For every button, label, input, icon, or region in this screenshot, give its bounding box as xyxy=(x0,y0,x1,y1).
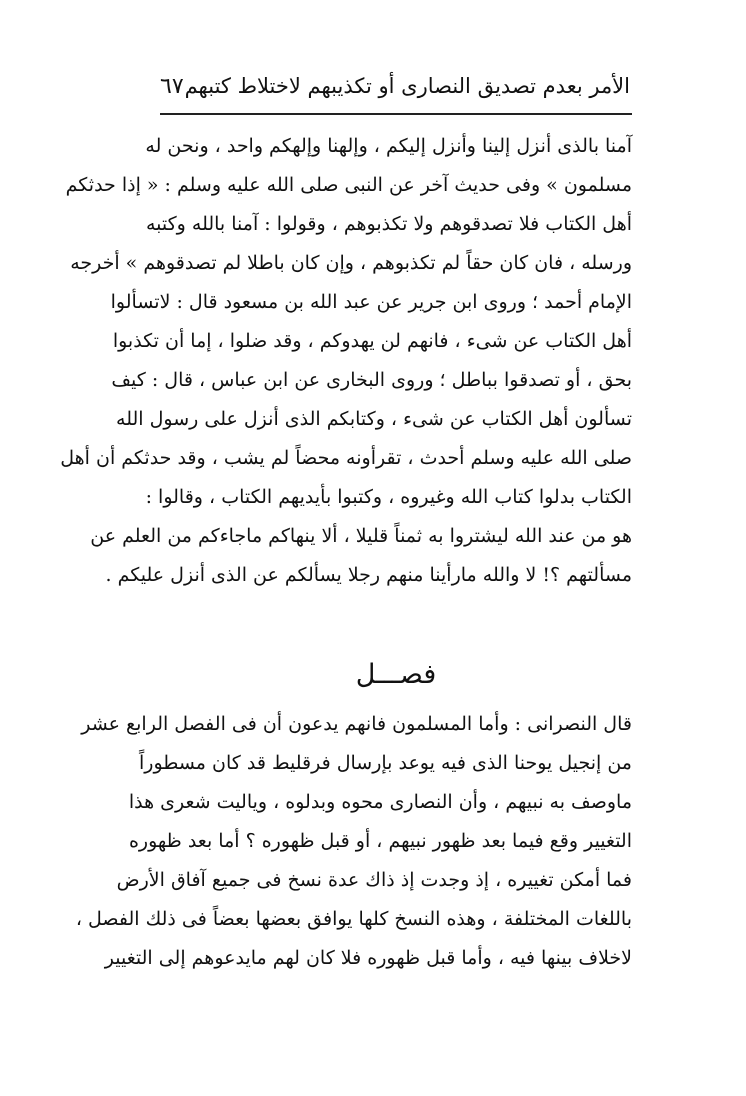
text-line: قال النصرانى : وأما المسلمون فانهم يدعون أن فى الفصل الرابع عشر xyxy=(81,713,632,735)
text-line: تسألون أهل الكتاب عن شىء ، وكتابكم الذى أنزل على رسول الله xyxy=(116,408,632,430)
text-line: التغيير وقع فيما بعد ظهور نبيهم ، أو قبل ظهوره ؟ أما بعد ظهوره xyxy=(128,830,632,852)
text-line: فما أمكن تغييره ، إذ وجدت إذ ذاك عدة نسخ فى جميع آفاق الأرض xyxy=(116,869,632,891)
text-line: آمنا بالذى أنزل إلينا وأنزل إليكم ، وإلهنا وإلهكم واحد ، ونحن له xyxy=(145,135,632,157)
text-line: ورسله ، فان كان حقاً لم تكذبوهم ، وإن كان باطلا لم تصدقوهم » أخرجه xyxy=(70,252,632,274)
text-line: لاخلاف بينها فيه ، وأما قبل ظهوره فلا كان لهم مايدعوهم إلى التغيير xyxy=(104,947,632,969)
text-line: أهل الكتاب عن شىء ، فانهم لن يهدوكم ، وقد ضلوا ، إما أن تكذبوا xyxy=(112,330,632,352)
text-line: مسألتهم ؟! لا والله مارأينا منهم رجلا يسألكم عن الذى أنزل عليكم . xyxy=(105,564,632,586)
text-line: من إنجيل يوحنا الذى فيه يوعد بإرسال فرقليط قد كان مسطوراً xyxy=(139,752,632,774)
paragraph-christian-claim xyxy=(75,705,632,978)
text-line: باللغات المختلفة ، وهذه النسخ كلها يوافق بعضها بعضاً فى ذلك الفصل ، xyxy=(75,908,632,930)
text-line: الإمام أحمد ؛ وروى ابن جرير عن عبد الله بن مسعود قال : لاتسألوا xyxy=(110,291,632,313)
text-line: ماوصف به نبيهم ، وأن النصارى محوه وبدلوه ، وياليت شعرى هذا xyxy=(128,791,632,813)
text-line: الكتاب بدلوا كتاب الله وغيروه ، وكتبوا بأيديهم الكتاب ، وقالوا : xyxy=(145,486,632,508)
section-heading: فصـــل xyxy=(355,659,437,690)
text-line: مسلمون » وفى حديث آخر عن النبى صلى الله عليه وسلم : « إذا حدثكم xyxy=(65,174,632,196)
running-title: الأمر بعدم تصديق النصارى أو تكذيبهم لاختلاط كتبهم xyxy=(184,74,630,98)
header-divider xyxy=(160,113,632,115)
text-line: صلى الله عليه وسلم أحدث ، تقرأونه محضاً لم يشب ، وقد حدثكم أن أهل xyxy=(60,447,632,469)
page-number: ٦٧ xyxy=(160,73,184,99)
paragraph-hadith xyxy=(60,127,632,595)
text-line: بحق ، أو تصدقوا بباطل ؛ وروى البخارى عن ابن عباس ، قال : كيف xyxy=(111,369,632,391)
running-header xyxy=(160,66,630,106)
text-line: أهل الكتاب فلا تصدقوهم ولا تكذبوهم ، وقولوا : آمنا بالله وكتبه xyxy=(145,213,632,235)
text-line: هو من عند الله ليشتروا به ثمناً قليلا ، ألا ينهاكم ماجاءكم من العلم عن xyxy=(90,525,632,547)
